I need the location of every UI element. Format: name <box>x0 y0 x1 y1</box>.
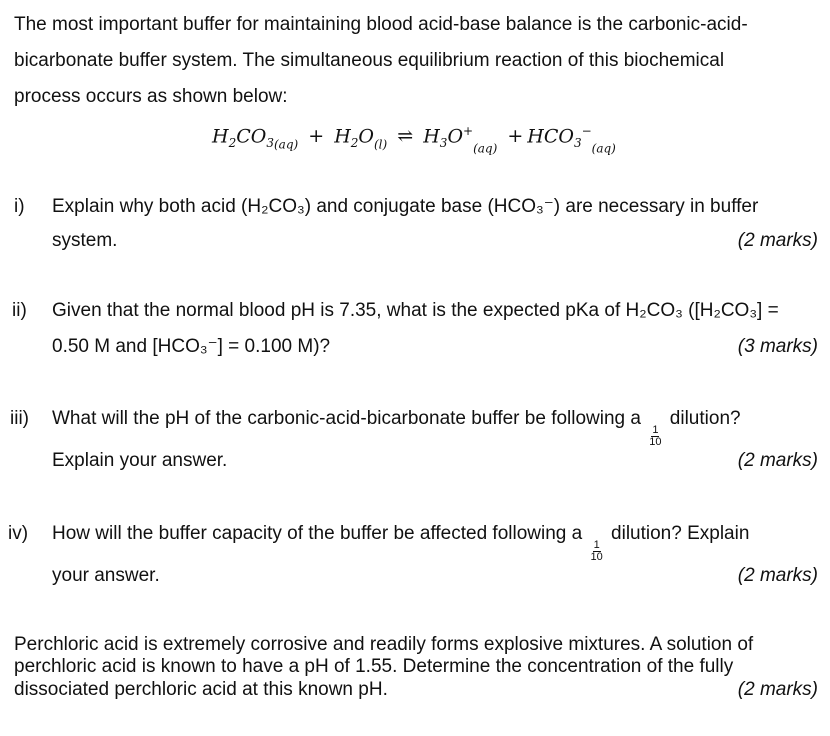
perchloric-marks: (2 marks) <box>737 679 818 700</box>
h2co3-sub-2: 2 <box>228 136 237 151</box>
h2co3-co: CO <box>236 125 267 148</box>
h2o-h: H <box>334 125 351 148</box>
hco3-charge: − <box>581 124 592 138</box>
perchloric-line-3: dissociated perchloric acid at this known pH. <box>14 679 388 700</box>
perchloric-line-2: perchloric acid is known to have a pH of 1.55. Determine the concentration of the fully <box>14 656 734 677</box>
intro-line-2: bicarbonate buffer system. The simultaneous equilibrium reaction of this biochemical <box>14 50 725 71</box>
plus-sign: + <box>308 125 325 148</box>
one-tenth-fraction <box>590 540 604 563</box>
fraction-denominator: 10 <box>649 436 662 448</box>
question-i-number: i) <box>14 196 25 217</box>
question-iii-marks: (2 marks) <box>737 450 818 471</box>
question-iv-number: iv) <box>8 523 29 544</box>
h2co3-state: (aq) <box>273 137 299 152</box>
question-iv-marks: (2 marks) <box>737 565 818 586</box>
fraction-denominator: 10 <box>590 551 603 563</box>
question-ii-number: ii) <box>12 300 27 321</box>
h3o-charge: + <box>463 124 474 138</box>
one-tenth-fraction <box>648 425 662 448</box>
question-ii-line-2: 0.50 M and [HCO₃⁻] = 0.100 M)? <box>52 336 331 357</box>
question-i-line-1: Explain why both acid (H₂CO₃) and conjugate base (HCO₃⁻) are necessary in buffer <box>52 196 759 217</box>
question-iii-line-1 <box>52 408 741 448</box>
question-iv-line-2: your answer. <box>52 565 160 586</box>
question-iii-text-b: dilution? <box>669 408 741 429</box>
question-iv-text-a: How will the buffer capacity of the buffer be affected following a <box>52 523 583 544</box>
question-iii-text-a: What will the pH of the carbonic-acid-bicarbonate buffer be following a <box>52 408 641 429</box>
h2o-o: O <box>358 125 374 148</box>
question-ii-line-1: Given that the normal blood pH is 7.35, what is the expected pKa of H₂CO₃ ([H₂CO₃] = <box>52 300 779 321</box>
h3o-sub-3: 3 <box>439 136 448 151</box>
question-ii-marks: (3 marks) <box>737 336 818 357</box>
plus-sign-2: + <box>507 125 524 148</box>
equilibrium-arrow: ⇌ <box>397 125 414 148</box>
h2co3-sub-3: 3 <box>266 136 274 151</box>
equilibrium-equation <box>212 116 616 163</box>
h2o-sub-2: 2 <box>350 136 359 151</box>
question-i-marks: (2 marks) <box>737 230 818 251</box>
h2o-state: (l) <box>374 137 388 152</box>
intro-line-1: The most important buffer for maintaining blood acid-base balance is the carbonic-acid- <box>14 14 748 35</box>
question-iv-line-1 <box>52 523 749 563</box>
h2co3-h: H <box>212 125 229 148</box>
h3o-o: O <box>447 125 464 148</box>
h3o-h: H <box>423 125 440 148</box>
hco3-state: (aq) <box>591 141 616 156</box>
intro-line-3: process occurs as shown below: <box>14 86 288 107</box>
hco3: HCO <box>527 125 574 148</box>
question-iv-text-b: dilution? Explain <box>611 523 750 544</box>
perchloric-line-1: Perchloric acid is extremely corrosive and readily forms explosive mixtures. A solution of <box>14 634 754 655</box>
question-iii-line-2: Explain your answer. <box>52 450 228 471</box>
h3o-state: (aq) <box>473 141 498 156</box>
fraction-numerator: 1 <box>593 539 600 551</box>
hco3-sub-3: 3 <box>573 136 582 151</box>
question-iii-number: iii) <box>10 408 29 429</box>
question-i-line-2: system. <box>52 230 118 251</box>
fraction-numerator: 1 <box>652 424 659 436</box>
